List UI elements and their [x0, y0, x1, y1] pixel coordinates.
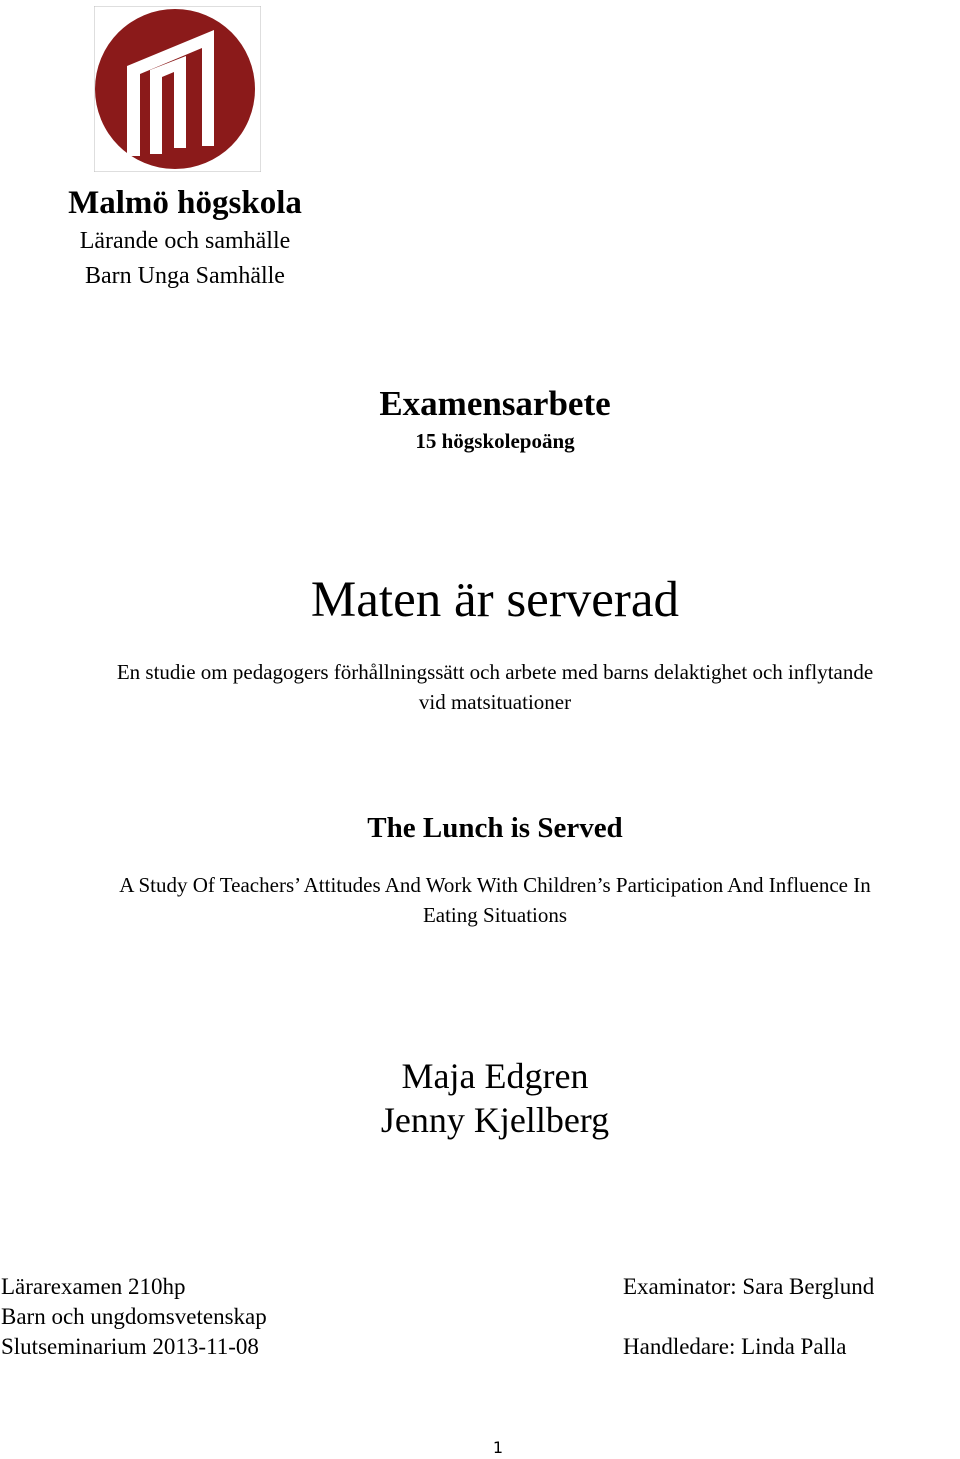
author-name: Jenny Kjellberg: [380, 1100, 610, 1140]
program-label: Barn och ungdomsvetenskap: [1, 1304, 267, 1329]
examiner: Examinator: Sara Berglund: [623, 1274, 875, 1299]
faculty-name: Lärande och samhälle: [79, 228, 291, 254]
degree-label: Lärarexamen 210hp: [1, 1274, 186, 1299]
university-logo: [94, 6, 261, 172]
institution-block: [0, 182, 370, 294]
exam-credits: 15 högskolepoäng: [415, 429, 575, 453]
seminar-date: Slutseminarium 2013-11-08: [1, 1334, 259, 1359]
supervisor: Handledare: Linda Palla: [623, 1334, 847, 1359]
footer-supervisors: [623, 1272, 874, 1362]
thesis-subtitle-en-line2: Eating Situations: [422, 903, 568, 927]
thesis-title-sv: Maten är serverad: [310, 572, 680, 628]
thesis-subtitle-en-line1: A Study Of Teachers’ Attitudes And Work With Children’s Participation And Influence In: [119, 873, 871, 897]
page-number: 1: [492, 1438, 504, 1457]
thesis-subtitle-sv-line1: En studie om pedagogers förhållningssätt och arbete med barns delaktighet och inflytande: [116, 660, 874, 684]
institution-name: Malmö högskola: [68, 185, 302, 221]
author-name: Maja Edgren: [401, 1056, 589, 1096]
exam-title: Examensarbete: [379, 384, 611, 423]
department-name: Barn Unga Samhälle: [85, 263, 285, 289]
footer-program-info: [1, 1272, 267, 1362]
thesis-title-en: The Lunch is Served: [367, 812, 623, 844]
thesis-subtitle-sv-line2: vid matsituationer: [418, 690, 572, 714]
